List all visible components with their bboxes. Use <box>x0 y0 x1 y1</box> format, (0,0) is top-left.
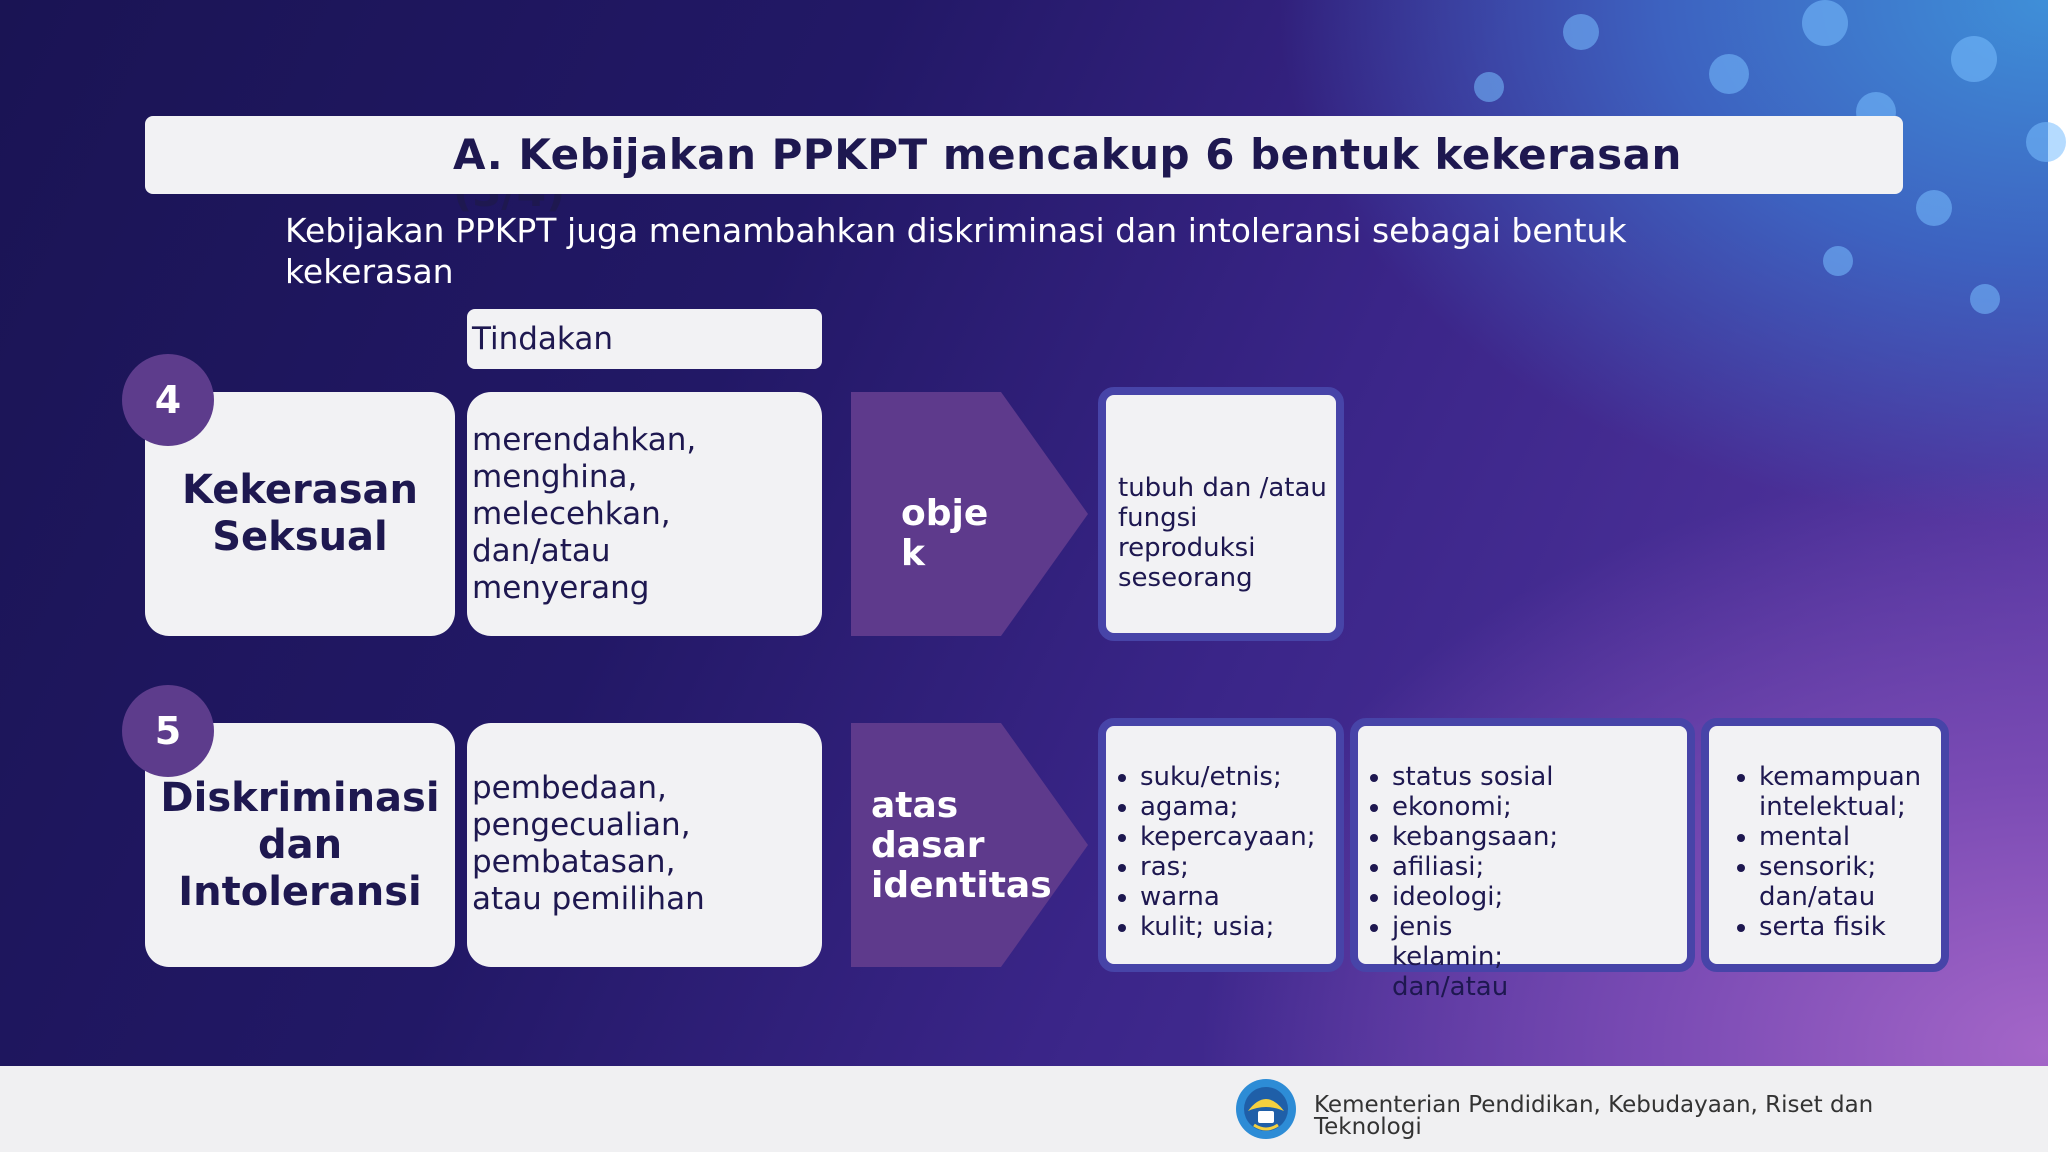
identity-list <box>1358 762 1622 1002</box>
action-line: merendahkan, <box>472 421 697 458</box>
list-item: • ras; <box>1140 852 1336 882</box>
connector-line: k <box>901 533 925 574</box>
list-item: • serta fisik <box>1759 912 1959 942</box>
list-item: • sensorik; dan/atau <box>1759 852 1959 912</box>
object-card <box>1098 387 1344 641</box>
subtitle: Kebijakan PPKPT juga menambahkan diskriminasi dan intoleransi sebagai bentuk kekerasan <box>285 211 1627 291</box>
list-item: • kemampuan intelektual; <box>1759 762 1959 822</box>
action-line: menyerang <box>472 569 650 606</box>
list-item: • kebangsaan; <box>1392 822 1622 852</box>
list-item: • ekonomi; <box>1392 792 1622 822</box>
connector-label <box>901 494 988 574</box>
category-label-line: Seksual <box>212 514 388 560</box>
number-badge: 5 <box>122 685 214 777</box>
list-item: • status sosial <box>1392 762 1622 792</box>
identity-group-card <box>1098 718 1344 972</box>
list-item: • suku/etnis; <box>1140 762 1336 792</box>
category-label-line: dan <box>257 821 343 868</box>
identity-group-card <box>1701 718 1949 972</box>
footer-org-name: Kementerian Pendidikan, Kebudayaan, Riset dan Teknologi <box>1314 1092 1874 1140</box>
action-line: atau pemilihan <box>472 881 705 917</box>
action-line: pembatasan, <box>472 844 676 880</box>
action-line: menghina, <box>472 458 638 495</box>
tut-wuri-handayani-logo-icon <box>1234 1077 1298 1141</box>
list-item: • kulit; usia; <box>1140 912 1336 942</box>
list-item: • afiliasi; <box>1392 852 1622 882</box>
decorative-dot <box>1802 0 1848 46</box>
action-card <box>467 392 822 636</box>
action-line: melecehkan, <box>472 495 671 532</box>
connector-label <box>871 786 1052 906</box>
decorative-dot <box>1474 72 1504 102</box>
category-label-line: Intoleransi <box>178 868 422 915</box>
decorative-dot <box>2026 122 2066 162</box>
list-item: • kepercayaan; <box>1140 822 1336 852</box>
page-title: A. Kebijakan PPKPT mencakup 6 bentuk kekerasan <box>453 130 1682 179</box>
decorative-dot <box>1970 284 2000 314</box>
category-label-line: Kekerasan <box>181 467 419 513</box>
list-item: • ideologi; <box>1392 882 1622 912</box>
identity-list <box>1709 762 1959 942</box>
action-line: pengecualian, <box>472 807 691 843</box>
identity-list <box>1106 762 1336 942</box>
decorative-dot <box>1563 14 1599 50</box>
connector-line: identitas <box>871 865 1052 906</box>
list-item: • agama; <box>1140 792 1336 822</box>
decorative-dot <box>1951 36 1997 82</box>
action-card <box>467 723 822 967</box>
connector-line: atas <box>871 785 959 826</box>
number-badge: 4 <box>122 354 214 446</box>
connector-line: dasar <box>871 825 985 866</box>
decorative-dot <box>1823 246 1853 276</box>
identity-group-card <box>1350 718 1695 1002</box>
list-item: • warna <box>1140 882 1336 912</box>
action-line: pembedaan, <box>472 770 667 806</box>
list-item: • jenis kelamin; dan/atau <box>1392 912 1512 1002</box>
decorative-dot <box>1916 190 1952 226</box>
category-label-line: Diskriminasi <box>160 774 440 821</box>
action-line: dan/atau <box>472 532 611 569</box>
connector-line: obje <box>901 493 989 534</box>
object-text: tubuh dan /atau fungsi reproduksi seseorang <box>1118 473 1327 593</box>
column-header-tindakan: Tindakan <box>467 309 822 369</box>
decorative-dot <box>1709 54 1749 94</box>
list-item: • mental <box>1759 822 1959 852</box>
